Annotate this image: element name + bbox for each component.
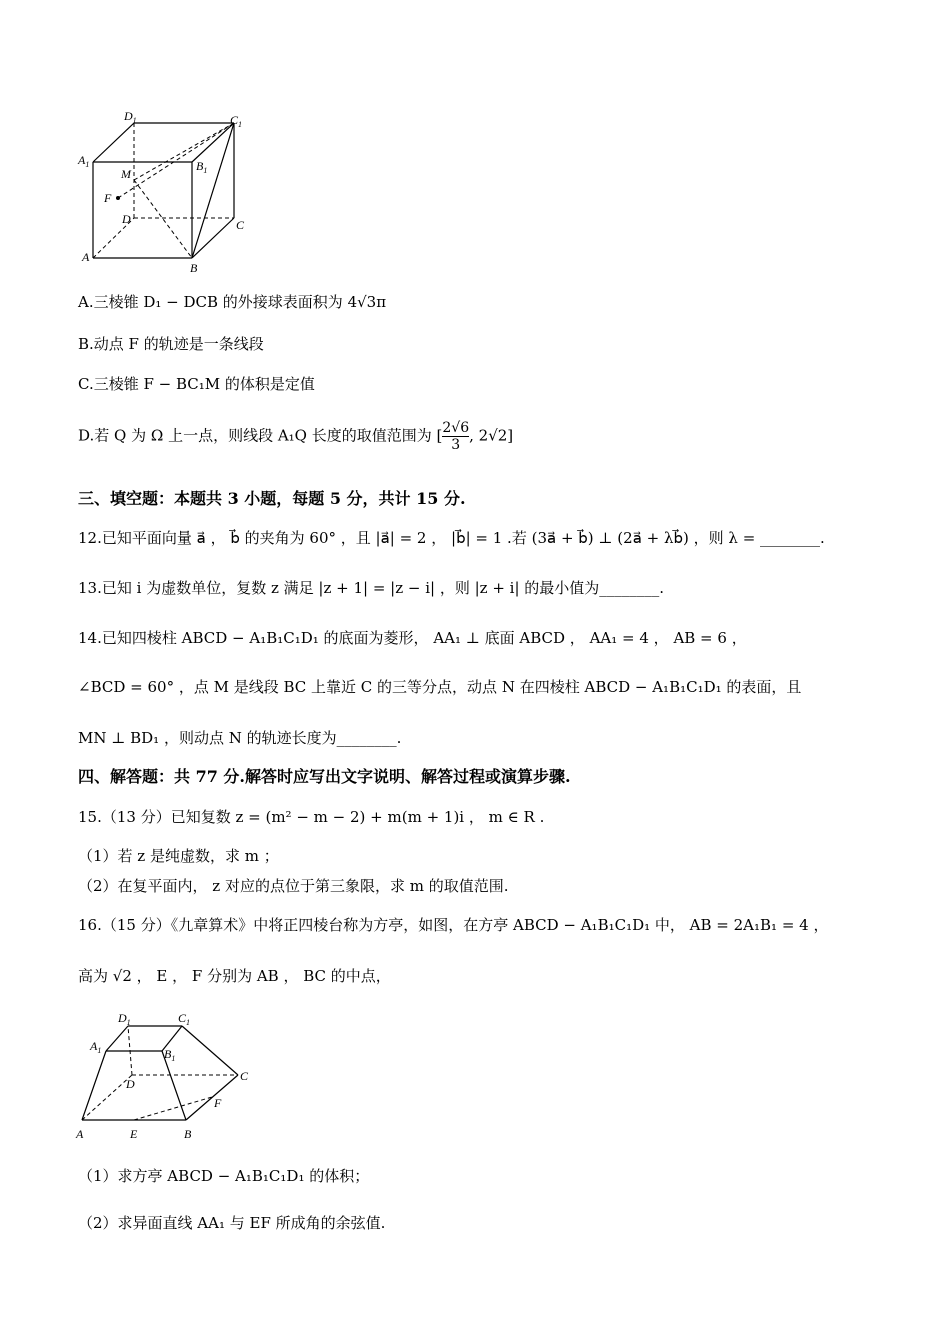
svg-text:D1: $D_1$ <box>118 1011 131 1027</box>
question-15-stem: 15.（13 分）已知复数 z = (m² − m − 2) + m(m + 1)i ， m ∈ R . <box>78 808 545 826</box>
svg-text:M: M <box>121 167 131 181</box>
edge-B-C <box>186 1075 238 1120</box>
question-16-part-1: （1）求方亭 ABCD − A₁B₁C₁D₁ 的体积； <box>78 1167 370 1185</box>
svg-text:C: C <box>240 1069 249 1083</box>
question-15-part-1: （1）若 z 是纯虚数，求 m ； <box>78 847 279 865</box>
svg-text:A: A <box>82 250 90 264</box>
edge-C-C1 <box>182 1026 238 1075</box>
svg-text:D1: $D_1$ <box>124 109 137 125</box>
svg-text:A: A <box>76 1127 84 1141</box>
svg-text:D: D <box>126 1077 135 1091</box>
svg-text:B: B <box>184 1127 192 1141</box>
point-F <box>116 196 120 200</box>
option-c: C.三棱锥 F − BC₁M 的体积是定值 <box>78 375 315 393</box>
svg-text:E: E <box>130 1127 138 1141</box>
edge-D1-A1 <box>106 1026 128 1051</box>
hidden-M-B <box>134 180 192 258</box>
option-d-prefix: D.若 Q 为 Ω 上一点，则线段 A₁Q 长度的取值范围为 [ <box>78 426 443 445</box>
question-13: 13.已知 i 为虚数单位，复数 z 满足 |z + 1| = |z − i| ，则 |z + i| 的最小值为________. <box>78 579 665 597</box>
svg-text:B1: $B_1$ <box>196 159 208 175</box>
question-16-line-2: 高为 √2 ， E ， F 分别为 AB ， BC 的中点， <box>78 967 391 985</box>
question-15-part-2: （2）在复平面内， z 对应的点位于第三象限，求 m 的取值范围. <box>78 877 509 895</box>
svg-text:C1: $C_1$ <box>178 1011 191 1027</box>
svg-text:B: B <box>190 261 198 275</box>
option-d-suffix: , 2√2] <box>469 426 514 445</box>
svg-text:A1: $A_1$ <box>90 1039 102 1055</box>
question-14-line-2: ∠BCD = 60° ，点 M 是线段 BC 上靠近 C 的三等分点，动点 N 在四棱柱 ABCD − A₁B₁C₁D₁ 的表面，且 <box>78 678 802 696</box>
question-16-line-1: 16.（15 分）《九章算术》中将正四棱台称为方亭，如图，在方亭 ABCD − A₁B₁C₁D₁ 中， AB = 2A₁B₁ = 4 ， <box>78 916 829 934</box>
svg-text:C: C <box>236 218 245 232</box>
question-14-line-1: 14.已知四棱柱 ABCD − A₁B₁C₁D₁ 的底面为菱形， AA₁ ⊥ 底面 ABCD ， AA₁ = 4 ， AB = 6 ， <box>78 629 747 647</box>
svg-text:D: D <box>122 212 131 226</box>
question-12: 12.已知平面向量 a⃗ ， b⃗ 的夹角为 60° ，且 |a⃗| = 2 ， |b⃗| = 1 .若 (3a⃗ + b⃗) ⊥ (2a⃗ + λb⃗) ，则 λ = ________. <box>78 529 825 547</box>
svg-text:C1: $C_1$ <box>230 113 243 129</box>
edge-A1-D1 <box>93 123 134 162</box>
svg-text:B1: $B_1$ <box>164 1047 176 1063</box>
svg-text:F: F <box>214 1096 222 1110</box>
option-b: B.动点 F 的轨迹是一条线段 <box>78 335 264 353</box>
question-14-line-3: MN ⊥ BD₁ ，则动点 N 的轨迹长度为________. <box>78 729 402 747</box>
svg-text:A1: $A_1$ <box>78 153 90 169</box>
section-4-title: 四、解答题：共 77 分.解答时应写出文字说明、解答过程或演算步骤. <box>78 767 571 786</box>
svg-text:F: F <box>104 191 112 205</box>
hidden-F-C1 <box>118 123 234 198</box>
section-3-title: 三、填空题：本题共 3 小题，每题 5 分，共计 15 分. <box>78 489 466 508</box>
frustum-figure <box>74 1006 264 1144</box>
option-d <box>78 420 513 453</box>
option-d-fraction: $\frac{2√6}{3}$ <box>442 420 470 453</box>
cube-figure <box>76 108 256 276</box>
option-a: A.三棱锥 D₁ − DCB 的外接球表面积为 4√3π <box>78 293 387 311</box>
hidden-E-F <box>134 1097 212 1120</box>
question-16-part-2: （2）求异面直线 AA₁ 与 EF 所成角的余弦值. <box>78 1214 386 1232</box>
